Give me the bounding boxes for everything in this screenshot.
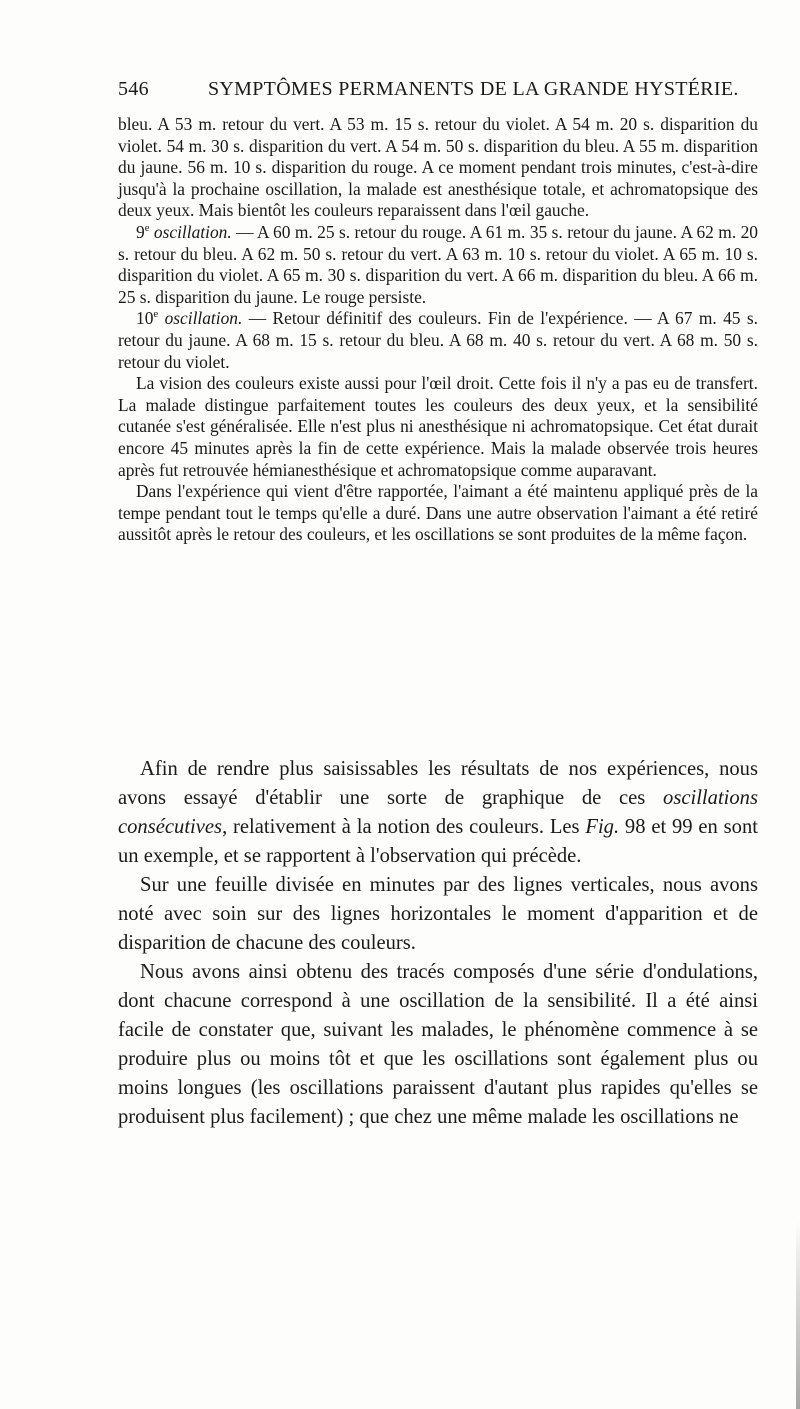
paragraph-tenth-oscillation xyxy=(118,308,758,373)
figure-reference: Fig. xyxy=(585,816,620,838)
paragraph-right-eye: La vision des couleurs existe aussi pour l'œil droit. Cette fois il n'y a pas eu de transfert. La malade distingue parfaitement toutes les couleurs des deux yeux, et la sensibilité cutanée s'est généralisée. Elle n'est plus ni anesthésique ni achromatopsique. Cet état durait encore 45 minutes après la fin de cette expérience. Mais la malade observée trois heures après fut retrouvée hémianesthésique et achromatopsique comme auparavant. xyxy=(118,373,758,480)
oscillation-text: — A 60 m. 25 s. retour du rouge. A 61 m. 35 s. retour du jaune. A 62 m. 20 s. retour du bleu. A 62 m. 50 s. retour du vert. A 63 m. 10 s. retour du violet. A 65 m. 10 s. disparition du violet. A 65 m. 30 s. disparition du vert. A 66 m. disparition du bleu. A 66 m. 25 s. disparition du jaune. Le rouge persiste. xyxy=(118,221,758,307)
text-run: , relativement à la notion des couleurs. Les xyxy=(222,816,586,838)
oscillation-number: 10 xyxy=(136,308,154,329)
paragraph-ninth-oscillation xyxy=(118,222,758,308)
ordinal-suffix: e xyxy=(144,222,150,235)
paragraph-method: Sur une feuille divisée en minutes par des lignes verticales, nous avons noté avec soin sur des lignes horizontales le moment d'apparition et de disparition de chacune des couleurs. xyxy=(118,874,758,954)
oscillation-label: oscillation. xyxy=(164,308,243,329)
paragraph-graphic-intro xyxy=(118,755,758,871)
oscillation-text: — Retour définitif des couleurs. Fin de l'expérience. — A 67 m. 45 s. retour du jaune. A 68 m. 15 s. retour du bleu. A 68 m. 40 s. retour du vert. A 68 m. 50 s. retour du violet. xyxy=(118,308,758,372)
text-run: Afin de rendre plus saisissables les résultats de nos expériences, nous avons essayé d'établir une sorte de graphique de ces xyxy=(118,758,758,809)
page-header xyxy=(118,78,739,108)
paragraph-results: Nous avons ainsi obtenu des tracés composés d'une série d'ondulations, dont chacune correspond à une oscillation de la sensibilité. Il a été ainsi facile de constater que, suivant les malades, le phénomène commence à se produire plus ou moins tôt et que les oscillations sont également plus ou moins longues (les oscillations paraissent d'autant plus rapides qu'elles se produisent plus facilement) ; que chez une même malade les oscillations ne xyxy=(118,961,758,1128)
oscillation-number: 9 xyxy=(136,221,145,242)
small-print-section xyxy=(118,114,758,546)
ordinal-suffix: e xyxy=(153,308,159,321)
main-text-section xyxy=(118,755,758,1132)
page-edge-shadow xyxy=(796,1220,800,1409)
paragraph-observation-continued: bleu. A 53 m. retour du vert. A 53 m. 15 s. retour du violet. A 54 m. 20 s. disparition du violet. 54 m. 30 s. disparition du vert. A 54 m. 50 s. disparition du bleu. A 55 m. disparition du jaune. 56 m. 10 s. disparition du rouge. A ce moment pendant trois minutes, c'est-à-dire jusqu'à la prochaine oscillation, la malade est anesthésique totale, et achromatopsique des deux yeux. Mais bientôt les couleurs reparaissent dans l'œil gauche. xyxy=(118,114,758,221)
oscillation-label: oscillation. xyxy=(153,221,232,242)
page-number: 546 xyxy=(118,78,149,100)
paragraph-magnet: Dans l'expérience qui vient d'être rapportée, l'aimant a été maintenu appliqué près de la tempe pendant tout le temps qu'elle a duré. Dans une autre observation l'aimant a été retiré aussitôt après le retour des couleurs, et les oscillations se sont produites de la même façon. xyxy=(118,481,758,545)
emphasis-oscillations: oscillations consécutives xyxy=(118,787,758,838)
text-run: 98 et 99 en sont un exemple, et se rapportent à l'observation qui précède. xyxy=(118,816,758,867)
running-title: SYMPTÔMES PERMANENTS DE LA GRANDE HYSTÉRIE. xyxy=(208,78,739,100)
